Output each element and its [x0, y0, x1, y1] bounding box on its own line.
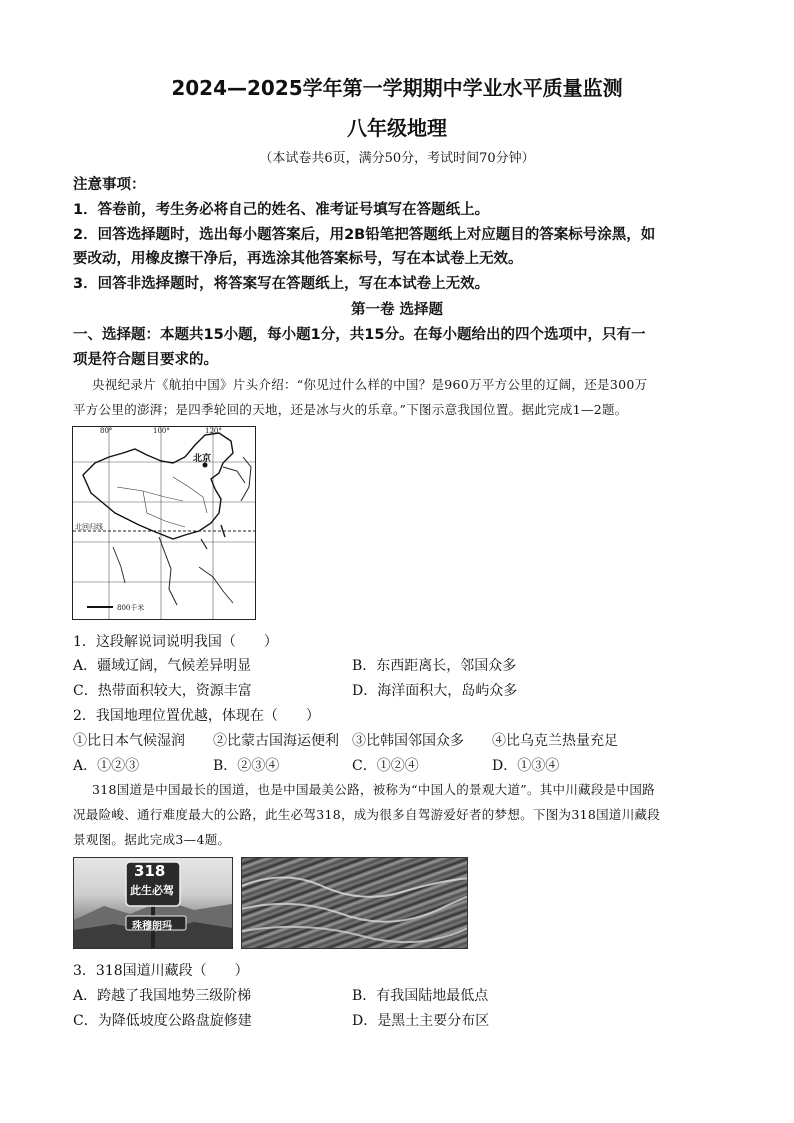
q1-option-a[interactable]: A．疆域辽阔，气候差异明显 [73, 658, 252, 674]
q3-option-d[interactable]: D．是黑土主要分布区 [352, 1013, 490, 1029]
lon-label-80: 80° [100, 427, 113, 435]
exam-title: 2024—2025学年第一学期期中学业水平质量监测 [171, 76, 623, 100]
road-curve [242, 926, 467, 942]
sign-slogan: 此生必驾 [130, 884, 174, 897]
lon-label-100: 100° [153, 427, 170, 435]
china-outline [83, 433, 233, 539]
q1-option-b[interactable]: B．东西距离长，邻国众多 [352, 658, 517, 674]
section-instr-1: 一、选择题：本题共15小题，每小题1分，共15分。在每小题给出的四个选项中，只有一 [73, 327, 646, 343]
korea-coast [223, 467, 245, 483]
road-curve [242, 877, 467, 896]
q2-stem: 2．我国地理位置优越，体现在（ ） [73, 708, 320, 724]
road-sign-photo [73, 857, 233, 949]
q3-stem: 3．318国道川藏段（ ） [73, 963, 249, 979]
philippines-coast [199, 567, 233, 603]
road-curve [242, 894, 467, 921]
notice-item-2-cont: 要改动，用橡皮擦干净后，再选涂其他答案标号，写在本试卷上无效。 [73, 251, 523, 267]
q2-option-a[interactable]: A．①②③ [73, 758, 140, 774]
province-line [143, 491, 185, 527]
winding-road-scene [242, 858, 467, 948]
passage1-line1: 央视纪录片《航拍中国》片头介绍：“你见过什么样的中国？是960万平方公里的辽阔，还是300万 [92, 377, 648, 392]
q2-statement-2: ②比蒙古国海运便利 [213, 733, 339, 749]
indochina-coast [159, 537, 177, 605]
china-location-map [72, 426, 256, 620]
q3-option-b[interactable]: B．有我国陆地最低点 [352, 988, 489, 1004]
q1-option-d[interactable]: D．海洋面积大，岛屿众多 [352, 683, 518, 699]
lon-label-120: 120° [205, 427, 222, 435]
passage2-line1: 318国道是中国最长的国道，也是中国最美公路，被称为“中国人的景观大道”。其中川藏段是中国路 [92, 782, 655, 797]
q2-statement-3: ③比韩国邻国众多 [352, 733, 464, 749]
passage2-line3: 景观图。据此完成3—4题。 [73, 832, 231, 847]
exam-note: （本试卷共6页，满分50分，考试时间70分钟） [259, 151, 535, 166]
q2-option-d[interactable]: D．①③④ [492, 758, 560, 774]
tropic-label: 北回归线 [75, 523, 103, 531]
q1-stem: 1．这段解说词说明我国（ ） [73, 634, 278, 650]
section-instr-2: 项是符合题目要求的。 [73, 352, 218, 368]
hainan-island [201, 539, 207, 549]
q2-statement-1: ①比日本气候湿润 [73, 733, 185, 749]
notice-heading: 注意事项： [73, 177, 146, 193]
q3-option-c[interactable]: C．为降低坡度公路盘旋修建 [73, 1013, 252, 1029]
scale-label: 800千米 [117, 604, 145, 612]
q2-statement-4: ④比乌克兰热量充足 [492, 733, 618, 749]
winding-road-photo [241, 857, 468, 949]
india-coast [113, 547, 125, 583]
beijing-label: 北京 [193, 454, 212, 464]
province-line [173, 477, 207, 513]
q1-option-c[interactable]: C．热带面积较大，资源丰富 [73, 683, 252, 699]
section-title: 第一卷 选择题 [350, 302, 444, 318]
notice-item-1: 1．答卷前，考生务必将自己的姓名、准考证号填写在答题纸上。 [73, 202, 490, 218]
notice-item-2: 2．回答选择题时，选出每小题答案后，用2B铅笔把答题纸上对应题目的答案标号涂黑，如 [73, 227, 656, 243]
province-line [117, 487, 183, 501]
passage2-line2: 况最险峻、通行难度最大的公路，此生必驾318，成为很多自驾游爱好者的梦想。下图为318国道川藏段 [73, 807, 661, 822]
passage1-line2: 平方公里的澎湃；是四季轮回的天地，还是冰与火的乐章。”下图示意我国位置。据此完成1—2题。 [73, 402, 628, 417]
q2-option-b[interactable]: B．②③④ [213, 758, 280, 774]
subject-title: 八年级地理 [347, 116, 447, 140]
notice-item-3: 3．回答非选择题时，将答案写在答题纸上，写在本试卷上无效。 [73, 276, 490, 292]
q2-option-c[interactable]: C．①②④ [352, 758, 419, 774]
q3-option-a[interactable]: A．跨越了我国地势三级阶梯 [73, 988, 252, 1004]
sign-route-number: 318 [134, 862, 166, 880]
sign-destination: 珠穆朗玛 [132, 921, 172, 932]
